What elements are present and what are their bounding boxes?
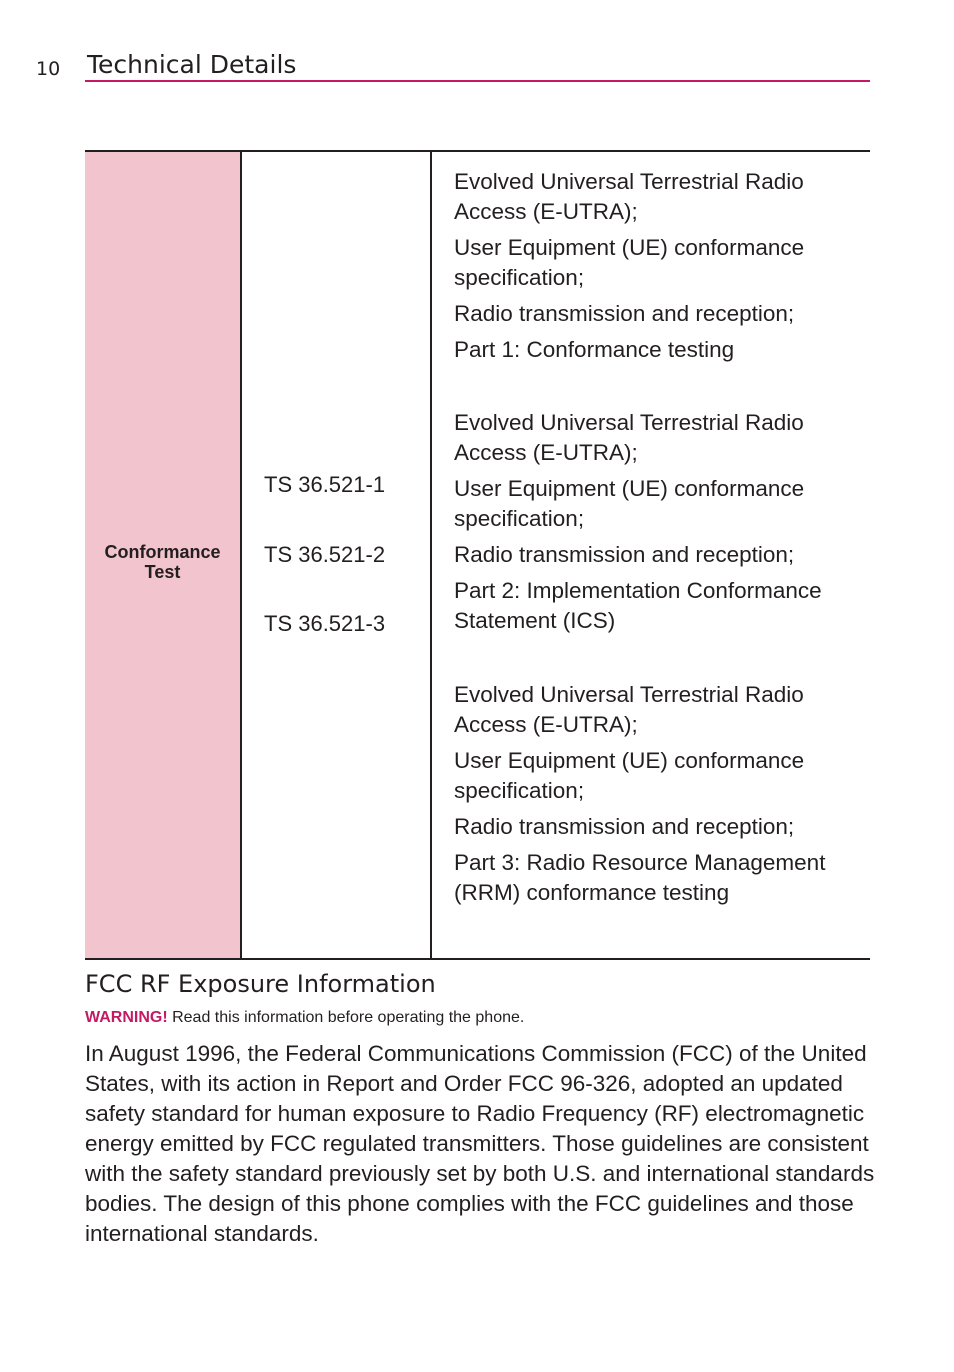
section-title: FCC RF Exposure Information: [85, 970, 436, 998]
page-header-title: Technical Details: [87, 50, 297, 79]
conformance-table: [85, 150, 870, 960]
description-block: [454, 680, 854, 914]
description-line: Evolved Universal Terrestrial Radio Access (E-UTRA);: [454, 169, 804, 224]
description-line: Part 1: Conformance testing: [454, 337, 735, 362]
description-line: Part 3: Radio Resource Management (RRM) conformance testing: [454, 850, 826, 905]
description-line: Radio transmission and reception;: [454, 542, 795, 567]
description-line: Radio transmission and reception;: [454, 301, 795, 326]
page-number: 10: [36, 58, 61, 80]
warning-label: WARNING!: [85, 1009, 168, 1026]
spec-id: TS 36.521-3: [264, 611, 386, 636]
description-line: Radio transmission and reception;: [454, 814, 795, 839]
description-line: Evolved Universal Terrestrial Radio Access (E-UTRA);: [454, 682, 804, 737]
body-paragraph: In August 1996, the Federal Communications Commission (FCC) of the United States, with its action in Report and Order FCC 96-326, adopted an updated safety standard for human exposure to Radio Frequency (RF) electromagnetic energy emitted by FCC regulated transmitters. Those guidelines are consistent with the safety standard previously set by both U.S. and international standards bodies. The design of this phone complies with the FCC guidelines and those international standards.: [85, 1041, 875, 1246]
description-line: User Equipment (UE) conformance specification;: [454, 476, 805, 531]
spec-id: TS 36.521-2: [264, 542, 386, 567]
warning-text: Read this information before operating the phone.: [167, 1009, 525, 1026]
description-line: Part 2: Implementation Conformance Statement (ICS): [454, 578, 822, 633]
description-line: Evolved Universal Terrestrial Radio Access (E-UTRA);: [454, 410, 804, 465]
description-line: User Equipment (UE) conformance specification;: [454, 748, 805, 803]
header-rule: [85, 80, 870, 82]
table-category-cell: [85, 152, 242, 958]
table-description-cell: [432, 152, 870, 958]
description-block: [454, 408, 854, 642]
table-category-label: Conformance Test: [104, 542, 221, 582]
warning-line: [85, 1009, 524, 1027]
table-spec-cell: [242, 152, 432, 958]
spec-id: TS 36.521-1: [264, 472, 386, 497]
description-line: User Equipment (UE) conformance specification;: [454, 235, 805, 290]
description-block: [454, 167, 854, 371]
